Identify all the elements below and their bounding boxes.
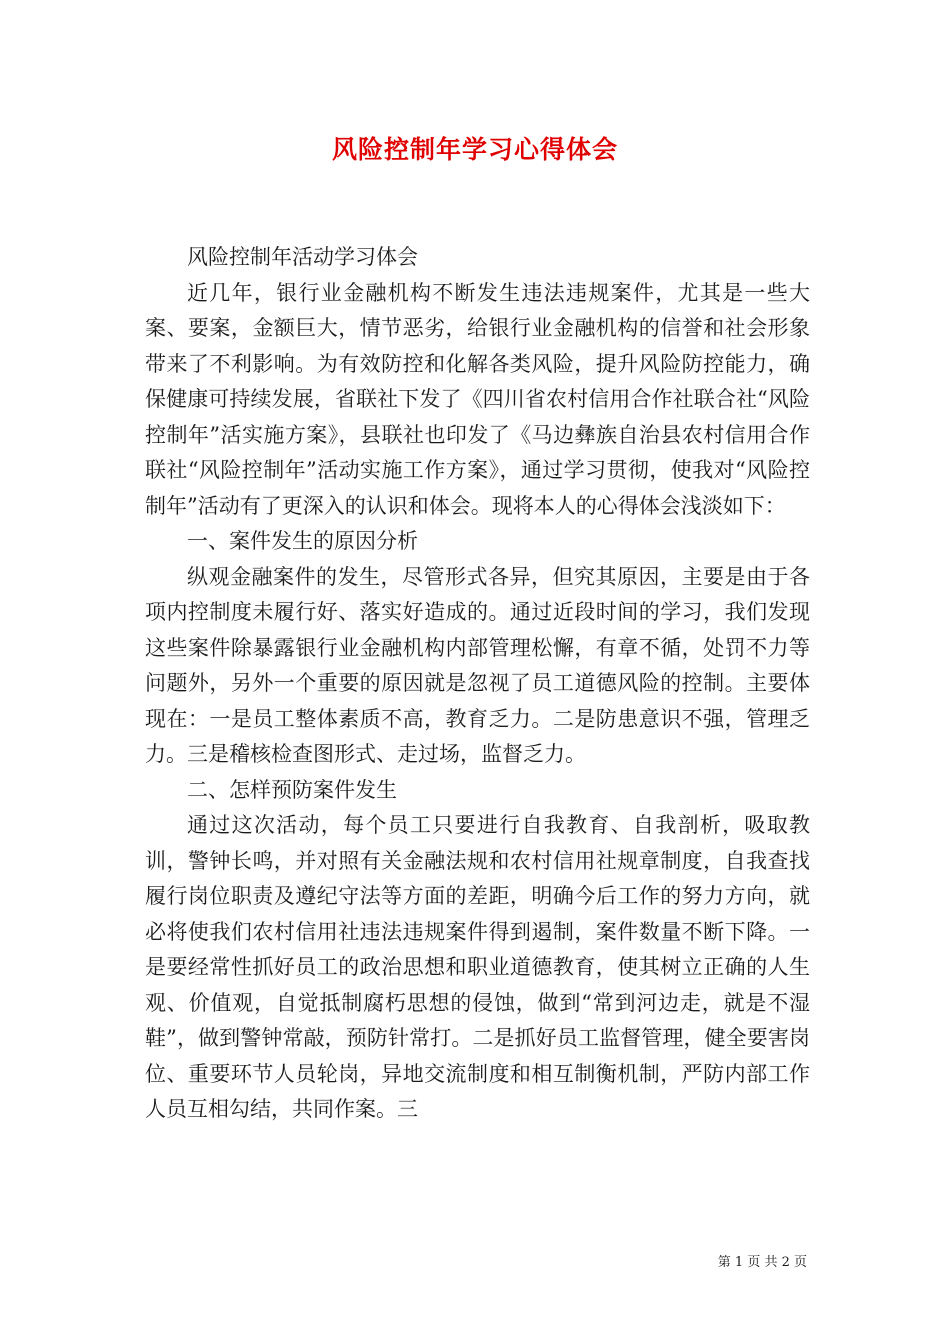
paragraph-intro: 近几年，银行业金融机构不断发生违法违规案件，尤其是一些大案、要案，金额巨大，情节恶劣，给银行业金融机构的信誉和社会形象带来了不利影响。为有效防控和化解各类风险，提升风险防控能力，确保健康可持续发展，省联社下发了《四川省农村信用合作社联合社“风险控制年”活实施方案》，县联社也印发了《马边彝族自治县农村信用合作联社“风险控制年”活动实施工作方案》，通过学习贯彻，使我对“风险控制年”活动有了更深入的认识和体会。现将本人的心得体会浅淡如下： — [145, 280, 810, 518]
paragraph-cause-analysis: 纵观金融案件的发生，尽管形式各异，但究其原因，主要是由于各项内控制度未履行好、落实好造成的。通过近段时间的学习，我们发现这些案件除暴露银行业金融机构内部管理松懈，有章不循，处罚不力等问题外，另外一个重要的原因就是忽视了员工道德风险的控制。主要体现在：一是员工整体素质不高，教育乏力。二是防患意识不强，管理乏力。三是稽核检查图形式、走过场，监督乏力。 — [145, 564, 810, 766]
document-subtitle: 风险控制年活动学习体会 — [187, 245, 418, 269]
document-body — [145, 240, 810, 1128]
section-heading-1: 一、案件发生的原因分析 — [187, 529, 418, 553]
document-title: 风险控制年学习心得体会 — [331, 135, 618, 164]
section-heading-2: 二、怎样预防案件发生 — [187, 777, 397, 802]
paragraph-prevention: 通过这次活动，每个员工只要进行自我教育、自我剖析，吸取教训，警钟长鸣，并对照有关金融法规和农村信用社规章制度，自我查找履行岗位职责及遵纪守法等方面的差距，明确今后工作的努力方向，就必将使我们农村信用社违法违规案件得到遏制，案件数量不断下降。一是要经常性抓好员工的政治思想和职业道德教育，使其树立正确的人生观、价值观，自觉抵制腐朽思想的侵蚀，做到“常到河边走，就是不湿鞋”，做到警钟常敲，预防针常打。二是抓好员工监督管理，健全要害岗位、重要环节人员轮岗，异地交流制度和相互制衡机制，严防内部工作人员互相勾结，共同作案。三 — [145, 813, 810, 1121]
page-number: 第 1 页 共 2 页 — [717, 1255, 807, 1270]
